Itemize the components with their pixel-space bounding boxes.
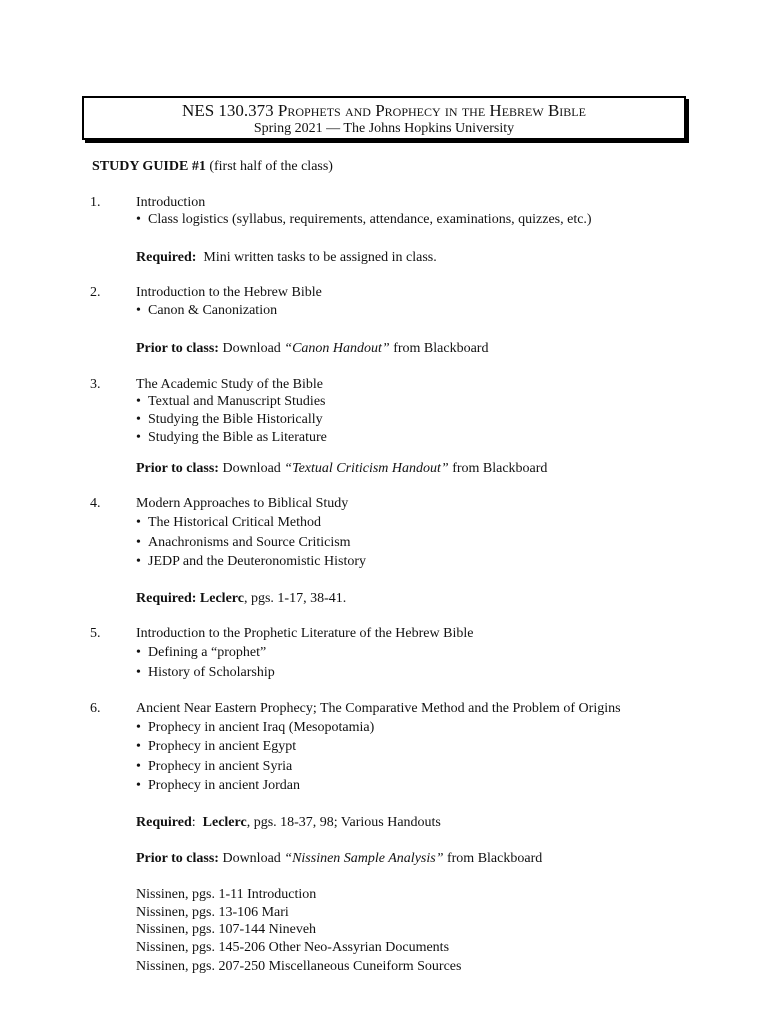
- prior-note: Prior to class: Download “Canon Handout” from Blackboard: [136, 341, 489, 356]
- course-header: [82, 96, 686, 140]
- course-title: [84, 101, 684, 121]
- bullet-icon: •: [136, 759, 141, 774]
- course-code: NES 130.373: [182, 101, 274, 120]
- prior-note: Prior to class: Download “Textual Criticism Handout” from Blackboard: [136, 461, 548, 476]
- reading-item: Nissinen, pgs. 13-106 Mari: [136, 905, 289, 920]
- bullet-item: • History of Scholarship: [136, 665, 275, 680]
- bullet-icon: •: [136, 665, 141, 680]
- bullet-item: • Prophecy in ancient Egypt: [136, 739, 297, 754]
- reading-item: Nissinen, pgs. 1-11 Introduction: [136, 887, 317, 902]
- bullet-item: • Prophecy in ancient Iraq (Mesopotamia): [136, 720, 375, 735]
- course-name: Prophets and Prophecy in the Hebrew Bible: [277, 101, 586, 120]
- bullet-icon: •: [136, 212, 141, 227]
- bullet-icon: •: [136, 535, 141, 550]
- bullet-icon: •: [136, 303, 141, 318]
- section-number: 4.: [90, 496, 101, 511]
- section-title: Introduction: [136, 195, 206, 210]
- bullet-icon: •: [136, 394, 141, 409]
- bullet-icon: •: [136, 778, 141, 793]
- study-guide-label: STUDY GUIDE #1: [92, 159, 206, 174]
- bullet-item: • Studying the Bible Historically: [136, 412, 323, 427]
- required-note: Required: Leclerc, pgs. 1-17, 38-41.: [136, 591, 347, 606]
- bullet-item: • Defining a “prophet”: [136, 645, 267, 660]
- prior-note: Prior to class: Download “Nissinen Sample Analysis” from Blackboard: [136, 851, 543, 866]
- bullet-item: • Studying the Bible as Literature: [136, 430, 327, 445]
- section-title: Introduction to the Hebrew Bible: [136, 285, 322, 300]
- section-title: Ancient Near Eastern Prophecy; The Comparative Method and the Problem of Origins: [136, 701, 621, 716]
- bullet-icon: •: [136, 720, 141, 735]
- required-note: Required: Mini written tasks to be assigned in class.: [136, 250, 437, 265]
- bullet-icon: •: [136, 645, 141, 660]
- bullet-item: • The Historical Critical Method: [136, 515, 322, 530]
- section-title: Introduction to the Prophetic Literature of the Hebrew Bible: [136, 626, 474, 641]
- bullet-item: • Textual and Manuscript Studies: [136, 394, 326, 409]
- study-guide-note: (first half of the class): [209, 159, 333, 174]
- bullet-item: • Prophecy in ancient Jordan: [136, 778, 301, 793]
- reading-item: Nissinen, pgs. 145-206 Other Neo-Assyrian Documents: [136, 940, 450, 955]
- bullet-icon: •: [136, 515, 141, 530]
- bullet-icon: •: [136, 554, 141, 569]
- bullet-icon: •: [136, 412, 141, 427]
- bullet-icon: •: [136, 739, 141, 754]
- bullet-item: • Prophecy in ancient Syria: [136, 759, 293, 774]
- bullet-item: • JEDP and the Deuteronomistic History: [136, 554, 367, 569]
- bullet-item: • Canon & Canonization: [136, 303, 278, 318]
- bullet-item: • Class logistics (syllabus, requirements, attendance, examinations, quizzes, etc.): [136, 212, 592, 227]
- section-number: 2.: [90, 285, 101, 300]
- section-title: Modern Approaches to Biblical Study: [136, 496, 349, 511]
- bullet-item: • Anachronisms and Source Criticism: [136, 535, 351, 550]
- reading-item: Nissinen, pgs. 107-144 Nineveh: [136, 922, 317, 937]
- section-title: The Academic Study of the Bible: [136, 377, 324, 392]
- section-number: 5.: [90, 626, 101, 641]
- course-subtitle: Spring 2021 — The Johns Hopkins University: [253, 121, 515, 136]
- reading-item: Nissinen, pgs. 207-250 Miscellaneous Cuneiform Sources: [136, 959, 462, 974]
- required-note: Required: Leclerc, pgs. 18-37, 98; Various Handouts: [136, 815, 441, 830]
- bullet-icon: •: [136, 430, 141, 445]
- section-number: 1.: [90, 195, 101, 210]
- section-number: 6.: [90, 701, 101, 716]
- study-guide-heading: [92, 158, 333, 176]
- section-number: 3.: [90, 377, 101, 392]
